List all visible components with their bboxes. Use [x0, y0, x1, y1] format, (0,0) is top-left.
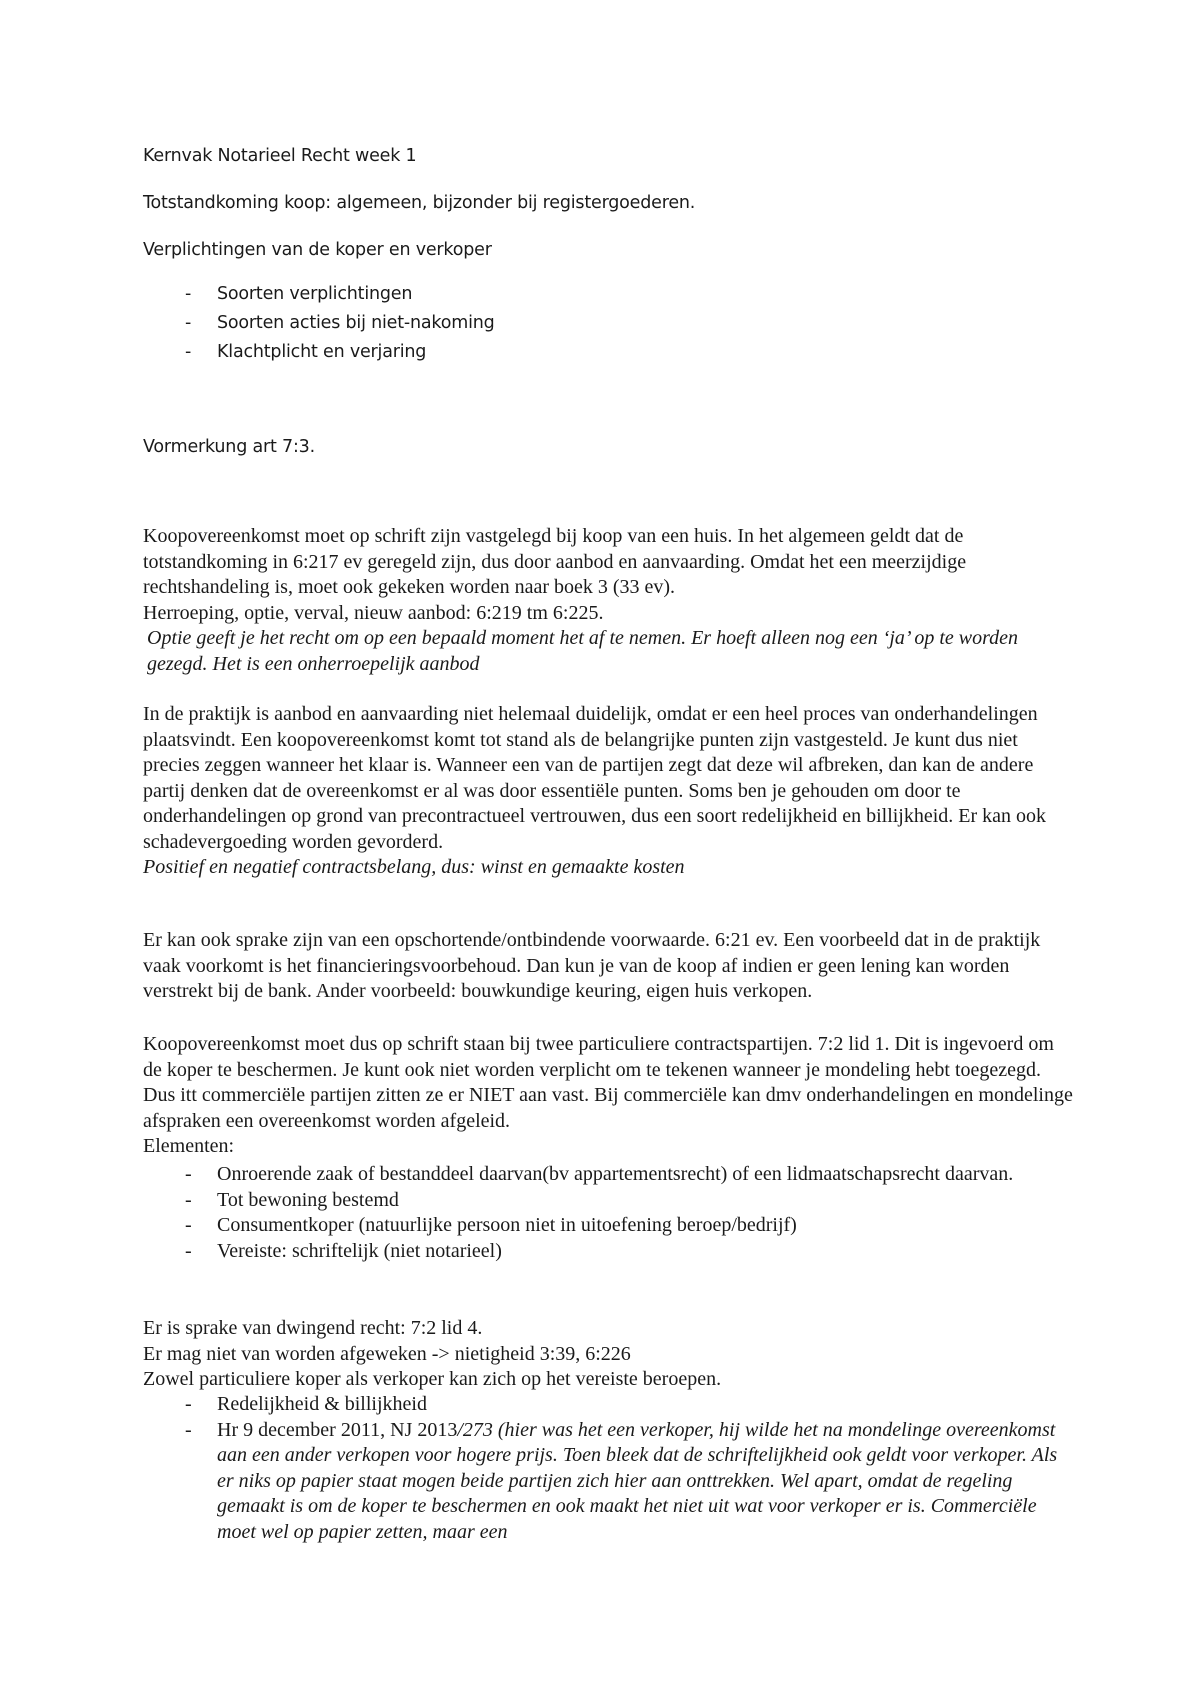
list-item: - Soorten acties bij niet-nakoming: [185, 313, 495, 333]
paragraph-dwingend-recht: [143, 1316, 1073, 1393]
case-citation: Hr 9 december 2011, NJ 2013: [217, 1418, 458, 1441]
paragraph-text: Herroeping, optie, verval, nieuw aanbod: 6:219 tm 6:225.: [143, 601, 604, 624]
case-note: /273 (hier was het een verkoper, hij wilde het na mondelinge overeenkomst aan een ander verkopen voor hogere prijs. Toen bleek dat de schriftelijkheid ook geldt voor verkoper. Als er niks op papier staat mogen beide partijen zich hier aan onttrekken. Wel apart, omdat de regeling gemaakt is om de koper te beschermen en ook maakt het niet uit wat voor verkoper er is. Commerciële moet wel op papier zetten, maar een: [217, 1418, 1058, 1543]
dash-bullet: -: [185, 1418, 192, 1441]
list-item: - Onroerende zaak of bestanddeel daarvan(bv appartementsrecht) of een lidmaatschapsrecht daarvan.: [143, 1162, 1073, 1188]
paragraph-praktijk: [143, 702, 1073, 881]
document-title: Kernvak Notarieel Recht week 1: [143, 146, 417, 166]
elementen-label: Elementen:: [143, 1135, 235, 1157]
paragraph-koopovereenkomst: [143, 524, 1073, 677]
vormerkung-heading: Vormerkung art 7:3.: [143, 437, 315, 457]
dash-bullet: -: [185, 1163, 192, 1185]
paragraph-text: Er mag niet van worden afgeweken -> nietigheid 3:39, 6:226: [143, 1342, 631, 1365]
paragraph-text: Koopovereenkomst moet op schrift zijn vastgelegd bij koop van een huis. In het algemeen geldt dat de totstandkoming in 6:217 ev geregeld zijn, dus door aanbod en aanvaarding. Omdat het een meerzijdige rechtshandeling is, moet ook gekeken worden naar boek 3 (33 ev).: [143, 525, 967, 598]
paragraph-text: Koopovereenkomst moet dus op schrift staan bij twee particuliere contractspartijen. 7:2 lid 1. Dit is ingevoerd om de koper te beschermen. Je kunt ook niet worden verplicht om te tekenen wanneer je mondeling hebt toegezegd. Dus itt commerciële partijen zitten ze er NIET aan vast. Bij commerciële kan dmv onderhandelingen en mondelinge afspraken een overeenkomst worden afgeleid.: [143, 1033, 1073, 1132]
paragraph-text: Zowel particuliere koper als verkoper kan zich op het vereiste beroepen.: [143, 1368, 722, 1390]
topics-list: [143, 284, 1073, 371]
list-item: - Redelijkheid & billijkheid: [143, 1392, 1073, 1418]
final-list: [143, 1392, 1073, 1545]
document-subtitle: Totstandkoming koop: algemeen, bijzonder bij registergoederen.: [143, 193, 696, 213]
dash-bullet: -: [185, 1239, 192, 1262]
dash-bullet: -: [185, 284, 192, 304]
italic-note: Optie geeft je het recht om op een bepaald moment het af te nemen. Er hoeft alleen nog een ‘ja’ op te worden gezegd. Het is een onherroepelijk aanbod: [147, 627, 1019, 675]
dash-bullet: -: [185, 1214, 192, 1236]
italic-note: Positief en negatief contractsbelang, dus: winst en gemaakte kosten: [143, 856, 685, 878]
list-item: [143, 1418, 1073, 1546]
list-item: - Soorten verplichtingen: [185, 284, 413, 304]
section-heading: Verplichtingen van de koper en verkoper: [143, 240, 492, 260]
list-item: - Consumentkoper (natuurlijke persoon niet in uitoefening beroep/bedrijf): [143, 1213, 1073, 1239]
list-item: - Klachtplicht en verjaring: [185, 342, 427, 362]
paragraph-schrift: [143, 1032, 1073, 1160]
list-item: - Tot bewoning bestemd: [143, 1188, 1073, 1214]
list-item: - Vereiste: schriftelijk (niet notarieel): [143, 1239, 1073, 1265]
paragraph-text: Er kan ook sprake zijn van een opschortende/ontbindende voorwaarde. 6:21 ev. Een voorbeeld dat in de praktijk vaak voorkomt is het financieringsvoorbehoud. Dan kun je van de koop af indien er geen lening kan worden verstrekt bij de bank. Ander voorbeeld: bouwkundige keuring, eigen huis verkopen.: [143, 929, 1041, 1002]
paragraph-text: In de praktijk is aanbod en aanvaarding niet helemaal duidelijk, omdat er een heel proces van onderhandelingen plaatsvindt. Een koopovereenkomst komt tot stand als de belangrijke punten zijn vastgesteld. Je kunt dus niet precies zeggen wanneer het klaar is. Wanneer een van de partijen zegt dat deze wil afbreken, dan kan de andere partij denken dat de overeenkomst er al was door essentiële punten. Soms ben je gehouden om door te onderhandelingen op grond van precontractueel vertrouwen, dus een soort redelijkheid en billijkheid. Er kan ook schadevergoeding worden gevorderd.: [143, 703, 1047, 853]
dash-bullet: -: [185, 1393, 192, 1415]
dash-bullet: -: [185, 1188, 192, 1211]
dash-bullet: -: [185, 342, 192, 362]
paragraph-text: Er is sprake van dwingend recht: 7:2 lid 4.: [143, 1317, 483, 1339]
elementen-list: [143, 1162, 1073, 1264]
dash-bullet: -: [185, 313, 192, 333]
paragraph-voorwaarde: [143, 928, 1073, 1005]
